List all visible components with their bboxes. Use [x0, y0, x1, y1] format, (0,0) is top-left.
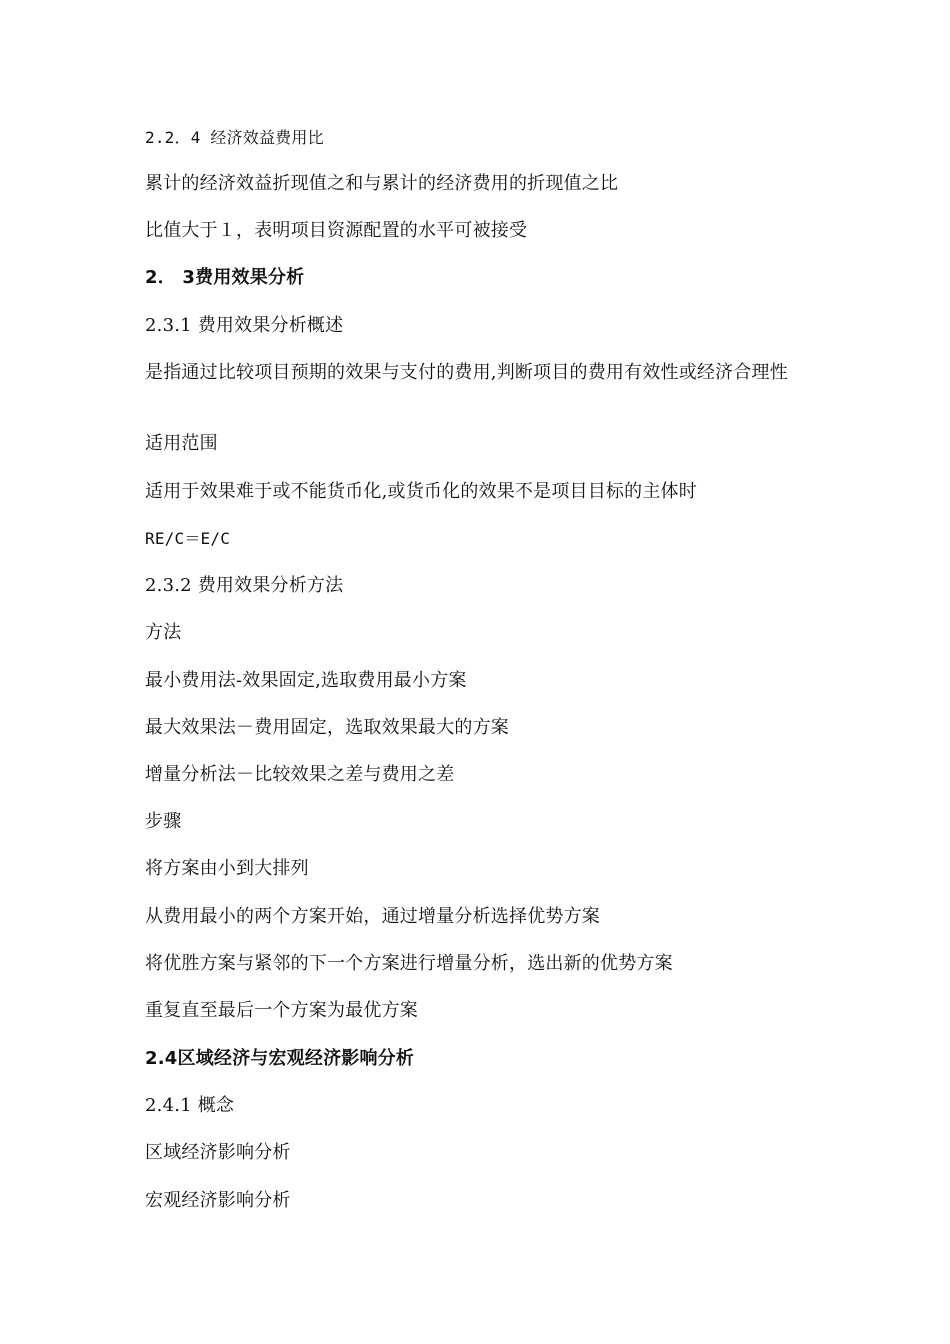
paragraph-step-4: 重复直至最后一个方案为最优方案 [145, 1000, 418, 1021]
paragraph-scope-label: 适用范围 [145, 433, 218, 454]
subsection-heading-2-4-1: 2.4.1 概念 [145, 1095, 235, 1116]
formula: RE/C＝E/C [145, 529, 231, 548]
subsection-heading-2-3-2: 2.3.2 费用效果分析方法 [145, 575, 344, 596]
paragraph-methods-label: 方法 [145, 622, 182, 643]
section-heading-2-4: 2.4区域经济与宏观经济影响分析 [145, 1048, 415, 1069]
paragraph-criterion: 比值大于１，表明项目资源配置的水平可被接受 [145, 220, 528, 241]
paragraph-steps-label: 步骤 [145, 811, 182, 832]
paragraph-method-2: 最大效果法－费用固定，选取效果最大的方案 [145, 717, 509, 738]
section-heading-2-3: 2． 3费用效果分析 [145, 267, 305, 288]
paragraph-step-2: 从费用最小的两个方案开始，通过增量分析选择优势方案 [145, 906, 600, 927]
subsection-heading-2-2-4: 2.2．4 经济效益费用比 [145, 128, 324, 147]
paragraph-overview: 是指通过比较项目预期的效果与支付的费用,判断项目的费用有效性或经济合理性 [145, 362, 788, 383]
paragraph-method-3: 增量分析法－比较效果之差与费用之差 [145, 764, 455, 785]
paragraph-method-1: 最小费用法-效果固定,选取费用最小方案 [145, 670, 467, 691]
paragraph-step-1: 将方案由小到大排列 [145, 858, 309, 879]
paragraph-macro-analysis: 宏观经济影响分析 [145, 1190, 291, 1211]
paragraph-definition: 累计的经济效益折现值之和与累计的经济费用的折现值之比 [145, 173, 619, 194]
paragraph-scope: 适用于效果难于或不能货币化,或货币化的效果不是项目目标的主体时 [145, 481, 697, 502]
subsection-heading-2-3-1: 2.3.1 费用效果分析概述 [145, 315, 344, 336]
paragraph-step-3: 将优胜方案与紧邻的下一个方案进行增量分析，选出新的优势方案 [145, 953, 673, 974]
paragraph-regional-analysis: 区域经济影响分析 [145, 1142, 291, 1163]
